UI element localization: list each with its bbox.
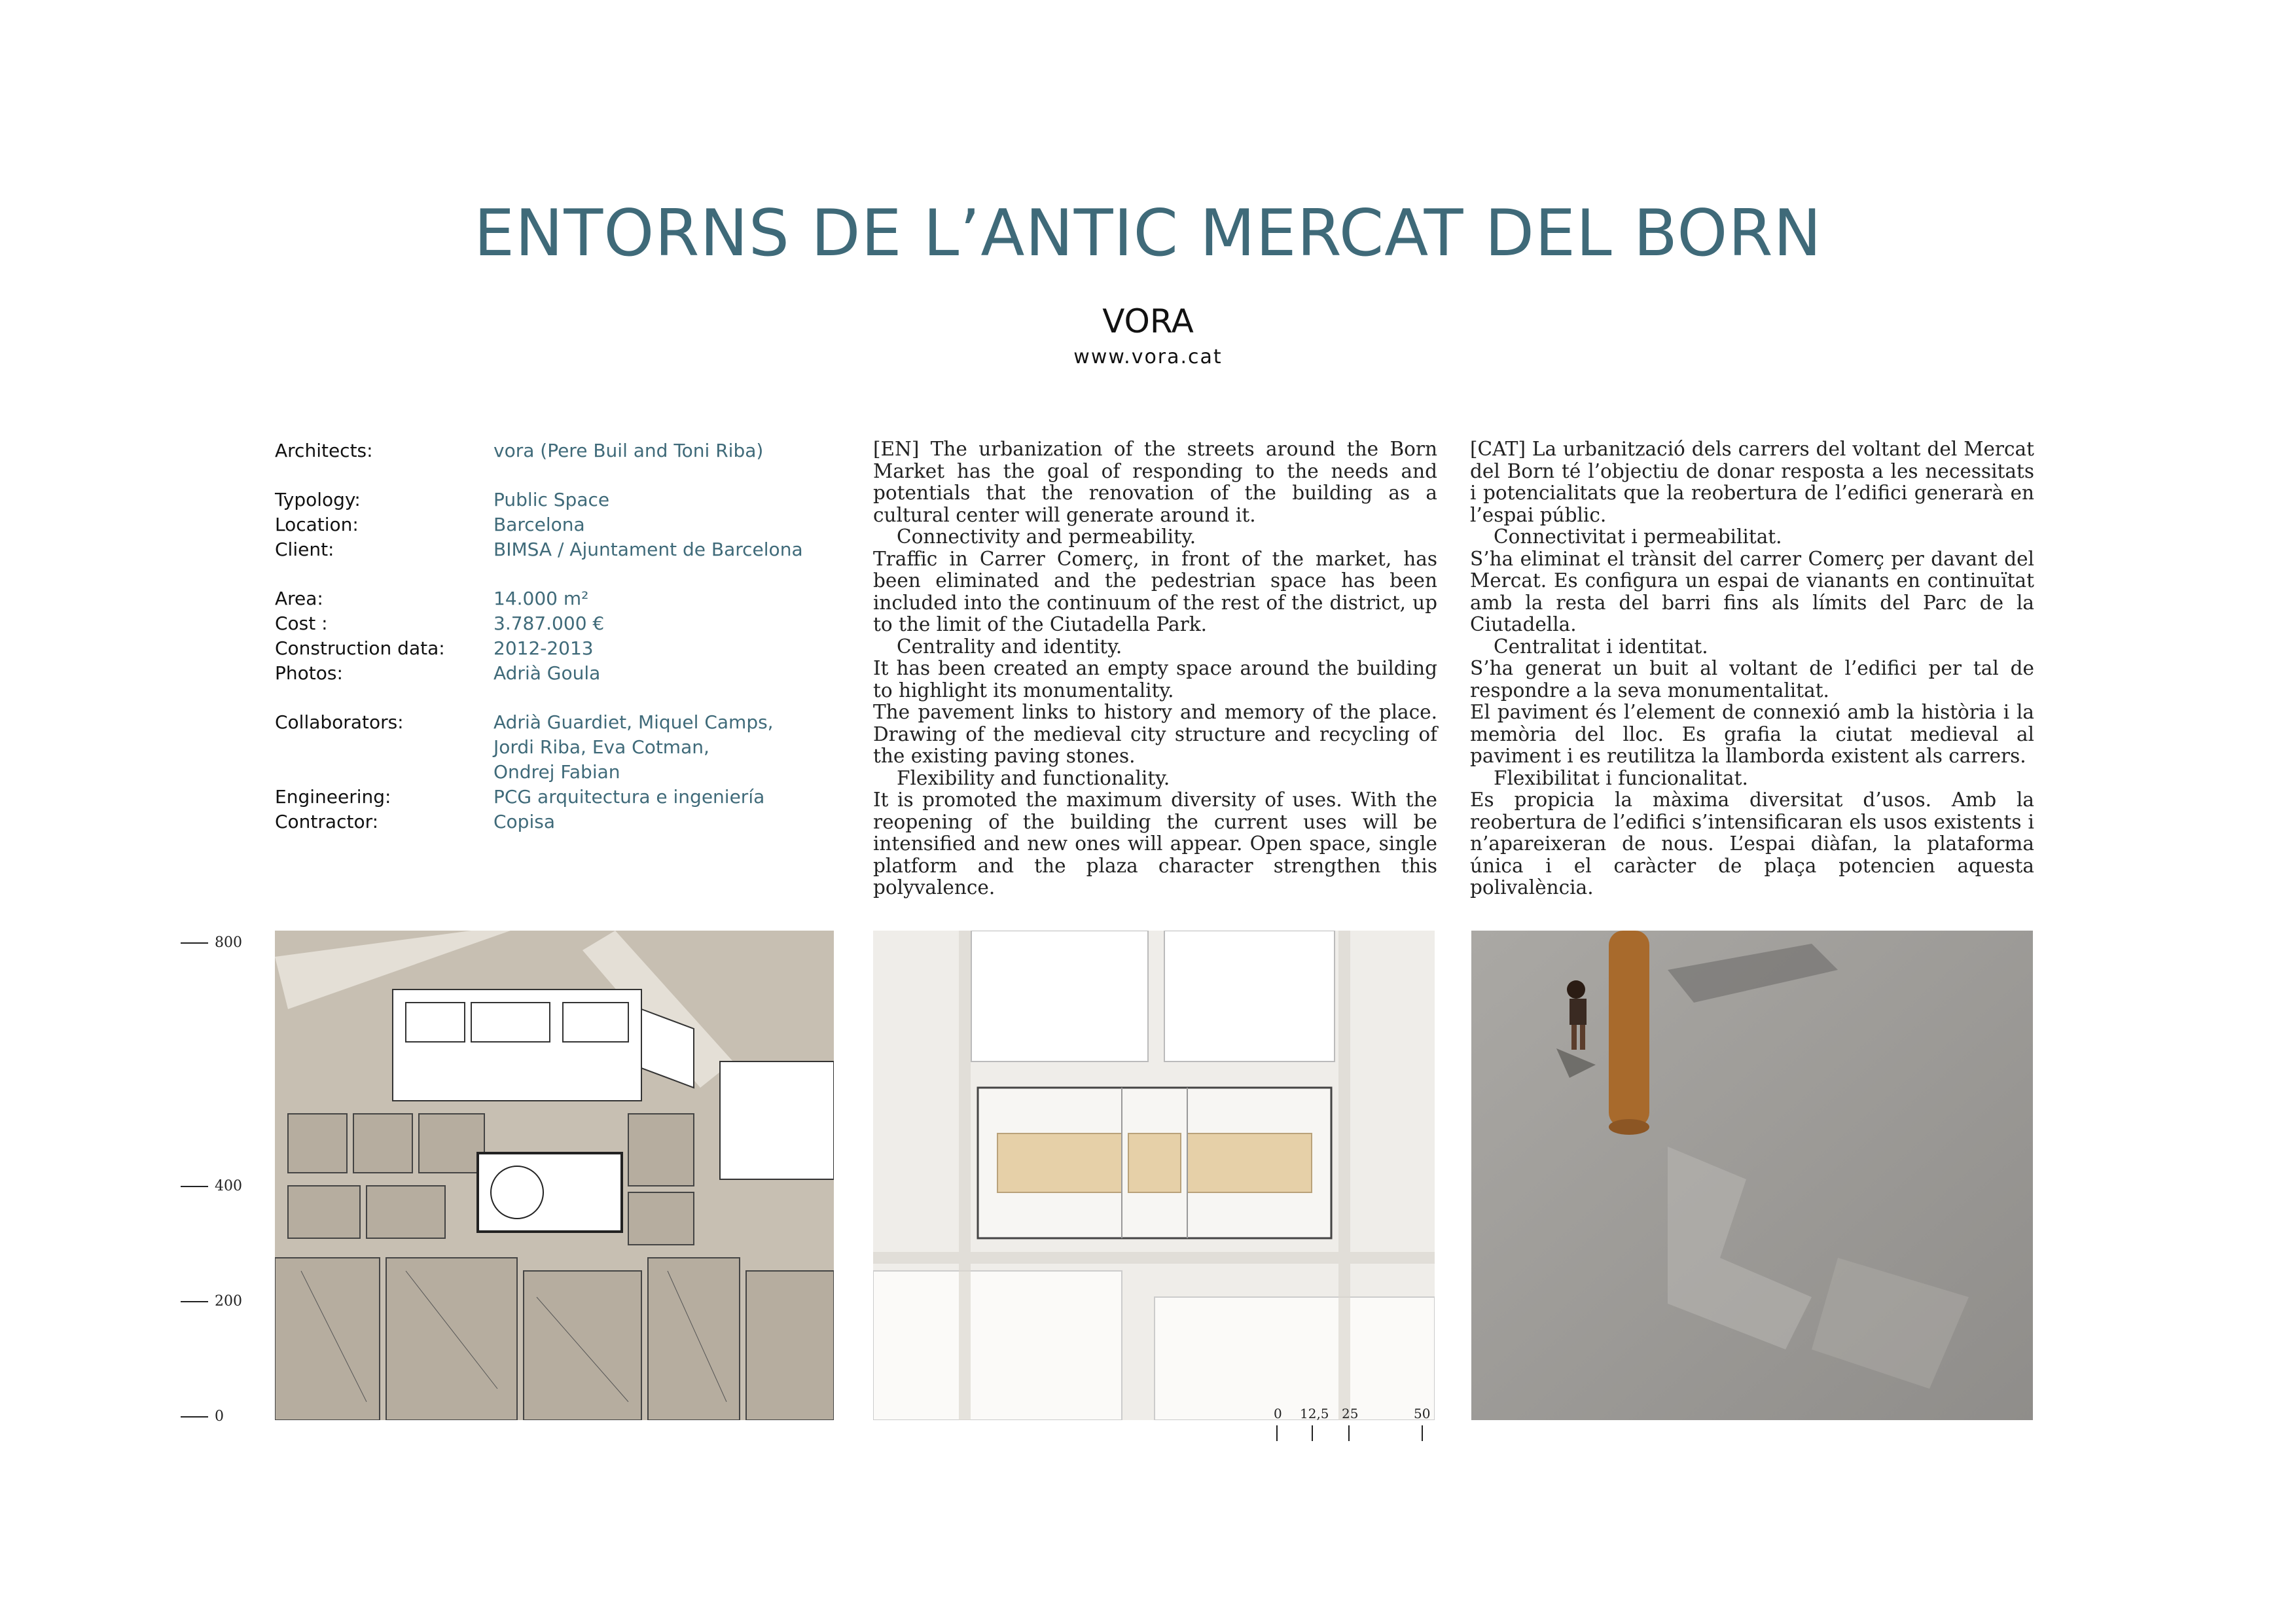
fact-value: Ondrej Fabian [493, 761, 620, 783]
paragraph: [CAT] La urbanització dels carrers del voltant del Mercat del Born té l’objectiu de donar resposta a les necessitats i potencialitats que la reobertura de l’edifici generarà en l’espai públic. [1470, 438, 2034, 526]
fact-value: PCG arquitectura e ingeniería [493, 786, 765, 808]
scale-mark: 25 [1342, 1406, 1358, 1421]
fact-label: Area: [275, 588, 323, 609]
paragraph: Es propicia la màxima diversitat d’usos. Amb la reobertura de l’edifici s’intensificaran els usos existents i n’apareixeran de nous. L’espai diàfan, la plataforma única i el caràcter de plaça potencien aquesta polivalència. [1470, 789, 2034, 899]
fact-value: Adrià Guardiet, Miquel Camps, [493, 711, 774, 733]
fact-value: Jordi Riba, Eva Cotman, [493, 736, 709, 758]
fact-label: Architects: [275, 440, 373, 461]
fact-value: 14.000 m² [493, 588, 589, 609]
fact-value: Public Space [493, 489, 610, 510]
scale-mark: 0 [1274, 1406, 1282, 1421]
fact-value: Barcelona [493, 514, 585, 535]
fact-label: Construction data: [275, 637, 445, 659]
fact-value: BIMSA / Ajuntament de Barcelona [493, 539, 803, 560]
scale-mark: 800 [181, 935, 242, 951]
paragraph: It has been created an empty space around the building to highlight its monumentality. [873, 657, 1437, 702]
scale-mark: 400 [181, 1178, 242, 1194]
paragraph: Traffic in Carrer Comerç, in front of the market, has been eliminated and the pedestrian space has been included into the continuum of the rest of the district, up to the limit of the Ciutadella Park. [873, 547, 1437, 635]
subheading: Flexibilitat i funcionalitat. [1494, 766, 1748, 789]
paragraph: [EN] The urbanization of the streets around the Born Market has the goal of responding to the needs and potentials that the renovation of the building as a cultural center will generate around it. [873, 438, 1437, 526]
fact-label: Location: [275, 514, 359, 535]
scale-mark: 50 [1414, 1406, 1430, 1421]
fact-value: Copisa [493, 811, 555, 832]
plaza-photo [1471, 931, 2033, 1420]
subheading: Connectivity and permeability. [897, 526, 1196, 548]
paragraph: S’ha generat un buit al voltant de l’edifici per tal de respondre a la seva monumentalitat. [1470, 657, 2034, 702]
market-site-plan [873, 931, 1435, 1420]
scale-mark: 0 [181, 1408, 224, 1425]
fact-value: vora (Pere Buil and Toni Riba) [493, 440, 764, 461]
fact-label: Engineering: [275, 786, 391, 808]
description-english [873, 438, 1437, 899]
fact-label: Photos: [275, 662, 343, 684]
project-facts [275, 438, 851, 834]
subheading: Centralitat i identitat. [1494, 635, 1708, 658]
subheading: Flexibility and functionality. [897, 766, 1170, 789]
studio-name: VORA [1102, 302, 1194, 340]
description-catalan [1470, 438, 2034, 899]
fact-label: Client: [275, 539, 334, 560]
scale-mark: 12,5 [1300, 1406, 1329, 1421]
website-link[interactable]: www.vora.cat [1073, 346, 1223, 368]
subheading: Centrality and identity. [897, 635, 1122, 658]
subheading: Connectivitat i permeabilitat. [1494, 526, 1782, 548]
fact-value: 3.787.000 € [493, 613, 605, 634]
fact-label: Typology: [275, 489, 361, 510]
fact-label: Collaborators: [275, 711, 404, 733]
paragraph: It is promoted the maximum diversity of uses. With the reopening of the building the current uses will be intensified and new ones will appear. Open space, single platform and the plaza character strengthen this polyvalence. [873, 789, 1437, 899]
fact-value: 2012-2013 [493, 637, 594, 659]
fact-value: Adrià Goula [493, 662, 601, 684]
paragraph: S’ha eliminat el trànsit del carrer Comerç per davant del Mercat. Es configura un espai de vianants en continuïtat amb la resta del barri fins als límits del Parc de la Ciutadella. [1470, 547, 2034, 635]
paragraph: The pavement links to history and memory of the place. Drawing of the medieval city structure and recycling of the existing paving stones. [873, 701, 1437, 767]
paragraph: El paviment és l’element de connexió amb la història i la memòria del lloc. Es grafia la ciutat medieval al paviment i es reutilitza la llamborda existent als carrers. [1470, 701, 2034, 767]
context-site-plan [275, 931, 834, 1420]
scale-mark: 200 [181, 1293, 242, 1310]
fact-label: Cost : [275, 613, 328, 634]
page-title: ENTORNS DE L’ANTIC MERCAT DEL BORN [474, 196, 1822, 271]
fact-label: Contractor: [275, 811, 379, 832]
